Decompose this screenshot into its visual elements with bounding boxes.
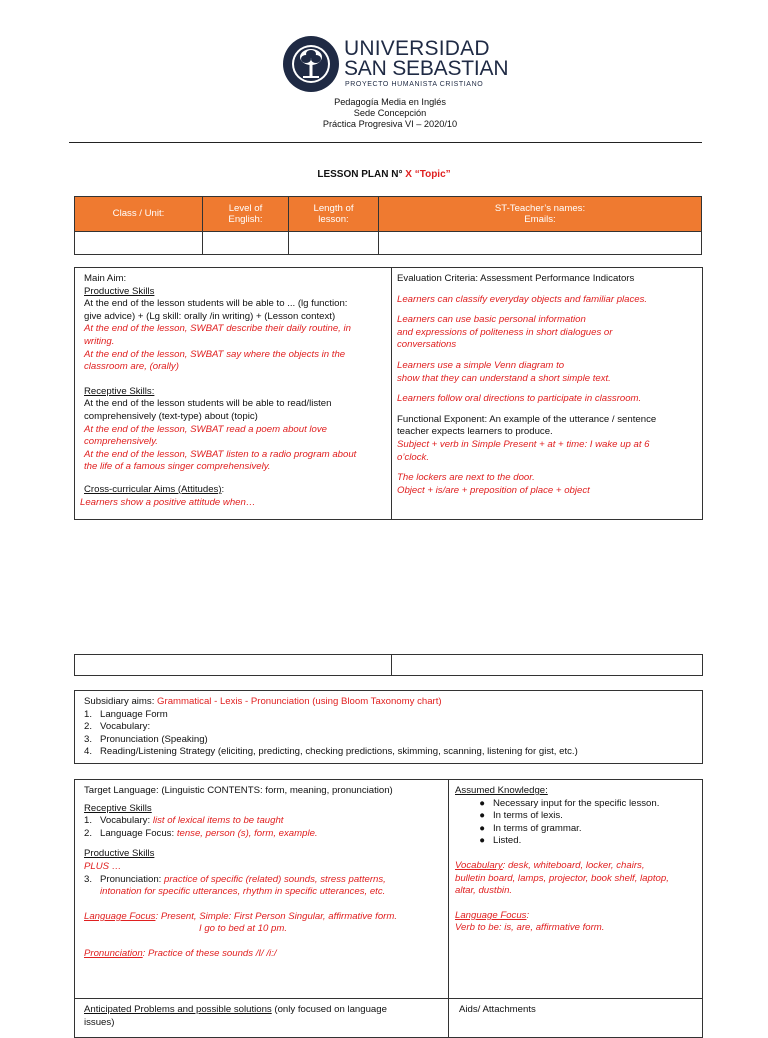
target-language-section [74,779,703,999]
column-divider [391,655,392,675]
table-header-row [75,197,702,232]
course-name: Práctica Progresiva VI – 2020/10 [322,119,458,129]
cross-curricular-label: Cross-curricular Aims (Attitudes) [84,483,222,495]
list-item: 3. Pronunciation: practice of specific (related) sounds, stress patterns, [84,873,386,885]
receptive-example: comprehensively. [84,436,158,448]
receptive-example: At the end of the lesson, SWBAT listen to a radio program about [84,448,357,460]
productive-text: give advice) + (Lg skill: orally /in writing) + (Lesson context) [84,310,336,322]
evaluation-column [397,273,697,497]
functional-exponent-example: The lockers are next to the door. [397,472,535,484]
assumed-knowledge-column [455,785,695,935]
lesson-info-table [74,196,702,255]
indicator: Learners use a simple Venn diagram to [397,359,565,371]
aims-column [80,273,384,509]
vocabulary-line: bulletin board, lamps, projector, book shelf, laptop, [455,872,669,884]
productive-skills-label: Productive Skills [84,285,155,297]
column-divider [448,999,449,1037]
campus-name: Sede Concepción [353,108,427,118]
functional-exponent-example: o’clock. [397,451,429,463]
target-language-label: Target Language: (Linguistic CONTENTS: form, meaning, pronunciation) [84,785,393,796]
productive-example: classroom are, (orally) [84,361,179,373]
header-length: Length of lesson: [289,197,379,232]
list-item: ● Listed. [479,835,522,847]
list-item: 2. Vocabulary: [84,721,151,733]
anticipated-problems-section [74,998,703,1038]
indicator: Learners can use basic personal information [397,314,586,326]
main-aim-label: Main Aim: [84,273,127,284]
anticipated-heading-continued: issues) [84,1016,115,1028]
productive-example: writing. [84,335,115,347]
receptive-text: At the end of the lesson students will be able to read/listen [84,398,332,410]
indicator: show that they can understand a short simple text. [397,372,611,384]
functional-exponent-label: Functional Exponent: An example of the utterance / sentence [397,413,657,425]
class-unit-cell[interactable] [75,232,203,255]
subsidiary-aims-section [74,690,703,764]
list-item: 2. Language Focus: tense, person (s), form, example. [84,827,318,839]
program-name: Pedagogía Media en Inglés [334,97,446,107]
university-crest-icon [282,35,340,93]
receptive-text: comprehensively (text-type) about (topic) [84,410,258,422]
vocabulary-line: altar, dustbin. [455,885,513,897]
pronunciation-line: Pronunciation: Practice of these sounds /I/ /i:/ [84,947,277,959]
university-name-line1: UNIVERSIDAD [344,37,490,60]
subsidiary-red: Grammatical - Lexis - Pronunciation (using Bloom Taxonomy chart) [157,696,442,707]
teachers-cell[interactable] [379,232,702,255]
title-prefix: LESSON PLAN N° [317,169,403,180]
subsidiary-aims-content [84,696,694,759]
column-divider [448,780,449,998]
indicator: Learners can classify everyday objects and familiar places. [397,293,648,305]
title-topic: X “Topic” [405,169,451,180]
productive-example: At the end of the lesson, SWBAT say where the objects in the [84,348,346,360]
functional-exponent-text: teacher expects learners to produce. [397,426,553,438]
language-focus-line: Language Focus: Present, Simple: First Person Singular, affirmative form. [84,910,398,922]
cross-curricular-heading: Cross-curricular Aims (Attitudes): [84,483,225,495]
receptive-example: the life of a famous singer comprehensively. [84,461,271,473]
receptive-example: At the end of the lesson, SWBAT read a poem about love [84,423,328,435]
university-name-line2: SAN SEBASTIAN [344,57,509,80]
anticipated-problems-column [84,1004,434,1029]
level-cell[interactable] [203,232,289,255]
list-item-continued: intonation for specific utterances, rhythm in specific utterances, etc. [100,886,386,898]
list-item: ● Necessary input for the specific lesson. [479,797,660,809]
anticipated-heading: Anticipated Problems and possible solutions (only focused on language [84,1004,387,1015]
university-tagline: PROYECTO HUMANISTA CRISTIANO [345,81,484,88]
list-item: ● In terms of lexis. [479,810,563,822]
receptive-skills-label: Receptive Skills: [84,385,155,397]
language-focus-text: Verb to be: is, are, affirmative form. [455,922,605,934]
assumed-knowledge-label: Assumed Knowledge: [455,785,548,796]
productive-skills-label: Productive Skills [84,848,155,860]
language-focus-example: I go to bed at 10 pm. [199,923,288,935]
indicator: and expressions of politeness in short dialogues or [397,326,613,338]
page-title [0,169,768,180]
column-divider [391,268,392,519]
empty-table [74,654,703,676]
cross-curricular-example: Learners show a positive attitude when… [80,496,256,508]
subsidiary-label: Subsidiary aims: [84,696,158,707]
list-item: 1. Vocabulary: list of lexical items to be taught [84,815,284,827]
subsidiary-heading [84,696,694,709]
productive-example: At the end of the lesson, SWBAT describe their daily routine, in [84,323,351,335]
receptive-skills-label: Receptive Skills [84,802,152,814]
header-info [260,97,520,130]
list-item: ● In terms of grammar. [479,822,582,834]
header-divider [69,142,702,143]
aids-attachments-column [459,1004,689,1017]
length-cell[interactable] [289,232,379,255]
university-logo [282,35,509,93]
language-focus-label-line: Language Focus: [455,909,530,921]
aims-section [74,267,703,520]
table-row [75,232,702,255]
header-teachers: ST-Teacher’s names: Emails: [379,197,702,232]
plus-note: PLUS … [84,860,122,872]
functional-exponent-example: Object + is/are + preposition of place + object [397,484,590,496]
functional-exponent-example: Subject + verb in Simple Present + at + time: I wake up at 6 [397,438,650,450]
aids-attachments-label: Aids/ Attachments [459,1004,536,1015]
vocabulary-line: Vocabulary: desk, whiteboard, locker, chairs, [455,859,645,871]
indicator: Learners follow oral directions to participate in classroom. [397,393,642,405]
header-level: Level of English: [203,197,289,232]
evaluation-label: Evaluation Criteria: Assessment Performance Indicators [397,273,635,284]
list-item: 3. Pronunciation (Speaking) [84,733,208,745]
list-item: 1. Language Form [84,708,168,720]
indicator: conversations [397,339,457,351]
header-class-unit: Class / Unit: [75,197,203,232]
target-language-column [84,785,444,961]
list-item: 4. Reading/Listening Strategy (eliciting, predicting, checking predictions, skimming, scanning, listening for gist, etc.) [84,746,578,758]
productive-text: At the end of the lesson students will be able to ... (lg function: [84,298,348,310]
